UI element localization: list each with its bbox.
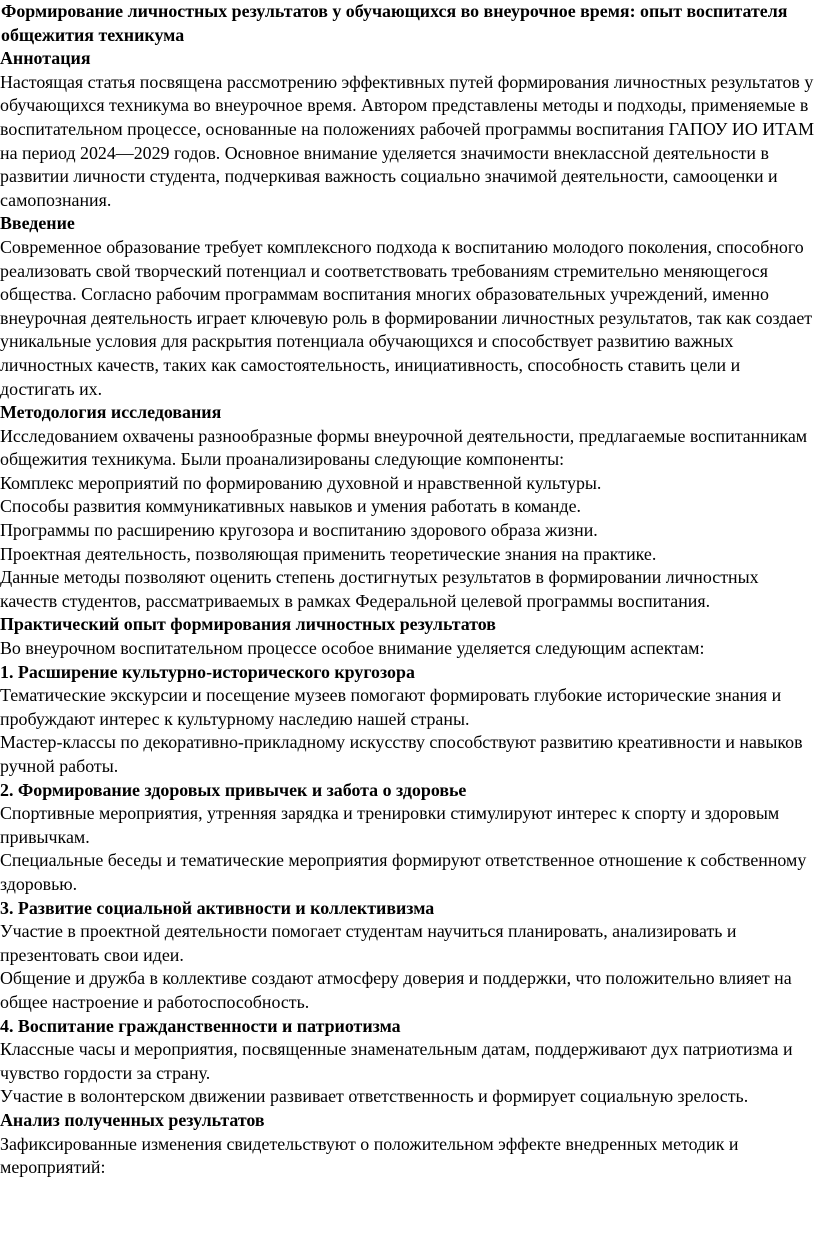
annotation-text: Настоящая статья посвящена рассмотрению эффективных путей формирования личностных результатов у обучающихся техникума во внеурочное время. Автором представлены методы и подходы, применяемые в воспитательном процессе, основанные на положениях рабочей программы воспитания ГАПОУ ИО ИТАМ на период 2024—2029 годов. Основное внимание уделяется значимости внеклассной деятельности в развитии личности студента, подчеркивая важность социально значимой деятельности, самооценки и самопознания. [0, 71, 814, 210]
introduction-heading: Введение [0, 213, 75, 234]
practice-intro: Во внеурочном воспитательном процессе особое внимание уделяется следующим аспектам: [0, 638, 705, 659]
aspect-paragraph: Специальные беседы и тематические мероприятия формируют ответственное отношение к собственному здоровью. [0, 850, 807, 894]
aspect-paragraph: Мастер-классы по декоративно-прикладному искусству способствуют развитию креативности и навыков ручной работы. [0, 732, 803, 776]
aspect-heading: 2. Формирование здоровых привычек и забота о здоровье [0, 779, 467, 800]
methodology-item: Проектная деятельность, позволяющая применить теоретические знания на практике. [0, 543, 657, 564]
methodology-heading: Методология исследования [0, 402, 222, 423]
analysis-text: Зафиксированные изменения свидетельствуют о положительном эффекте внедренных методик и мероприятий: [0, 1133, 739, 1178]
methodology-item: Комплекс мероприятий по формированию духовной и нравственной культуры. [0, 472, 602, 493]
methodology-item: Программы по расширению кругозора и воспитанию здорового образа жизни. [0, 520, 598, 541]
aspect-paragraph: Участие в волонтерском движении развивает ответственность и формирует социальную зрелость. [0, 1086, 749, 1107]
aspect-paragraph: Спортивные мероприятия, утренняя зарядка и тренировки стимулируют интерес к спорту и здоровым привычкам. [0, 803, 780, 847]
aspect-heading: 3. Развитие социальной активности и коллективизма [0, 897, 435, 918]
aspect-heading: 4. Воспитание гражданственности и патриотизма [0, 1015, 401, 1036]
practice-heading: Практический опыт формирования личностных результатов [0, 614, 496, 635]
aspect-paragraph: Участие в проектной деятельности помогает студентам научиться планировать, анализировать и презентовать свои идеи. [0, 921, 737, 965]
aspect-heading: 1. Расширение культурно-исторического кругозора [0, 661, 415, 682]
analysis-heading: Анализ полученных результатов [0, 1109, 265, 1130]
aspect-paragraph: Классные часы и мероприятия, посвященные знаменательным датам, поддерживают дух патриотизма и чувство гордости за страну. [0, 1039, 793, 1083]
methodology-intro: Исследованием охвачены разнообразные формы внеурочной деятельности, предлагаемые воспитанникам общежития техникума. Были проанализированы следующие компоненты: [0, 425, 808, 470]
aspect-paragraph: Тематические экскурсии и посещение музеев помогают формировать глубокие исторические знания и пробуждают интерес к культурному наследию нашей страны. [0, 685, 782, 729]
introduction-text: Современное образование требует комплексного подхода к воспитанию молодого поколения, способного реализовать свой творческий потенциал и соответствовать требованиям стремительно меняющегося общества. Согласно рабочим программам воспитания многих образовательных учреждений, именно внеурочная деятельность играет ключевую роль в формировании личностных результатов, так как создает уникальные условия для раскрытия потенциала обучающихся и способствует развитию важных личностных качеств, таких как самостоятельность, инициативность, способность ставить цели и достигать их. [0, 236, 813, 399]
article-title: Формирование личностных результатов у обучающихся во внеурочное время: опыт воспитателя общежития техникума [1, 1, 788, 45]
methodology-item: Способы развития коммуникативных навыков и умения работать в команде. [0, 496, 582, 517]
annotation-heading: Аннотация [0, 48, 91, 69]
aspect-paragraph: Общение и дружба в коллективе создают атмосферу доверия и поддержки, что положительно влияет на общее настроение и работоспособность. [0, 968, 792, 1012]
methodology-conclusion: Данные методы позволяют оценить степень достигнутых результатов в формировании личностных качеств студентов, рассматриваемых в рамках Федеральной целевой программы воспитания. [0, 567, 759, 611]
